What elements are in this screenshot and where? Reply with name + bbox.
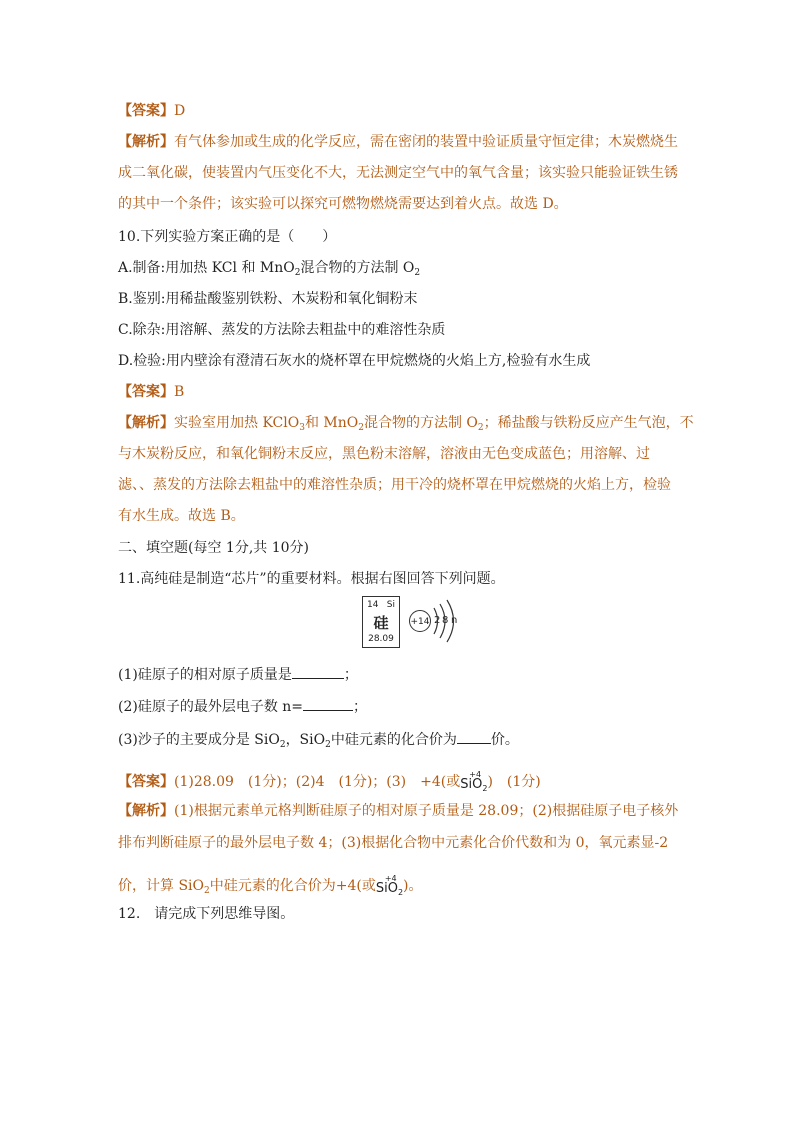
shell-electron-count-3: n — [451, 615, 458, 626]
answer-text: (1)28.09 (1分)；(2)4 (1分)；(3) +4(或 — [174, 774, 461, 790]
sub2-end: ； — [353, 699, 368, 715]
q11-analysis-line-3 — [118, 874, 423, 898]
electron-shells-icon — [362, 596, 462, 654]
answer-value: B — [174, 384, 185, 400]
sub1-text: (1)硅原子的相对原子质量是 — [118, 667, 292, 683]
q9-analysis-line-2: 成二氧化碳，使装置内气压变化不大，无法测定空气中的氧气含量；该实验只能验证铁生锈 — [118, 165, 678, 181]
q10-analysis-line-3: 滤、、蒸发的方法除去粗盐中的难溶性杂质；用干冷的烧杯罩在甲烷燃烧的火焰上方，检验 — [118, 477, 671, 493]
silicon-element-figure — [362, 596, 462, 654]
atomic-number: 14 — [367, 600, 379, 610]
q10-option-c: C.除杂:用溶解、蒸发的方法除去粗盐中的难溶性杂质 — [118, 322, 446, 338]
analysis-text: 混合物的方法制 O — [363, 415, 478, 431]
analysis-text: 有气体参加或生成的化学反应，需在密闭的装置中验证质量守恒定律；木炭燃烧生 — [174, 134, 678, 150]
sub3-end: 价。 — [490, 732, 519, 748]
q10-analysis-line-4: 有水生成。故选 B。 — [118, 508, 245, 524]
answer-value: D — [174, 103, 186, 119]
subscript: 2 — [397, 888, 404, 897]
q11-analysis-line-1 — [118, 802, 678, 820]
element-symbol: Si — [386, 600, 395, 610]
subscript: 2 — [414, 268, 421, 278]
q10-answer — [118, 383, 184, 401]
shell-electron-count-1: 2 — [434, 615, 441, 626]
subscript: 2 — [294, 268, 301, 278]
analysis-text: 和 MnO — [304, 415, 359, 431]
section-title: 二、填空题(每空 1分,共 10分) — [118, 540, 309, 556]
q9-answer — [118, 102, 185, 120]
q10-option-b: B.鉴别:用稀盐酸鉴别铁粉、木炭粉和氧化铜粉末 — [118, 291, 418, 307]
sub2-text: (2)硅原子的最外层电子数 n= — [118, 699, 304, 715]
shell-electron-count-2: 8 — [442, 615, 449, 626]
q11-sub-1 — [118, 664, 358, 684]
answer-tag: 【答案】 — [118, 774, 174, 790]
atom-nucleus: +14 — [409, 610, 431, 632]
subscript: 2 — [358, 423, 364, 433]
formula: SiO — [460, 777, 483, 792]
sub3-text: 中硅元素的化合价为 — [330, 732, 457, 748]
answer-tag: 【答案】 — [118, 384, 174, 400]
analysis-text: ；稀盐酸与铁粉反应产生气泡，不 — [483, 415, 694, 431]
option-a-text: A.制备:用加热 KCl 和 MnO — [118, 260, 295, 276]
sub3-text: (3)沙子的主要成分是 SiO — [118, 732, 280, 748]
q9-analysis-line-1 — [118, 133, 678, 151]
oxidation-formula — [460, 770, 487, 794]
q10-analysis-line-2: 与木炭粉反应，和氧化铜粉末反应，黑色粉末溶解，溶液由无色变成蓝色；用溶解、过 — [118, 446, 650, 462]
q11-analysis-line-2: 排布判断硅原子的最外层电子数 4；(3)根据化合物中元素化合价代数和为 0，氧元素显-2 — [118, 835, 669, 851]
answer-blank[interactable] — [457, 729, 491, 744]
oxidation-charge: +4 — [384, 874, 397, 883]
q10-option-d: D.检验:用内壁涂有澄清石灰水的烧杯罩在甲烷燃烧的火焰上方,检验有水生成 — [118, 353, 591, 369]
oxidation-formula — [376, 874, 403, 898]
answer-blank[interactable] — [292, 664, 344, 679]
subscript: 3 — [299, 423, 305, 433]
atomic-mass: 28.09 — [368, 634, 394, 644]
analysis-tag: 【解析】 — [118, 134, 174, 150]
q10-option-a — [118, 259, 420, 277]
analysis-tag: 【解析】 — [118, 803, 174, 819]
answer-tag: 【答案】 — [118, 103, 174, 119]
q12-stem: 12. 请完成下列思维导图。 — [118, 906, 295, 922]
q11-answer — [118, 770, 541, 794]
subscript: 2 — [204, 886, 210, 896]
analysis-tag: 【解析】 — [118, 415, 174, 431]
sub3-text: ，SiO — [285, 732, 326, 748]
q11-stem: 11.高纯硅是制造“芯片”的重要材料。根据右图回答下列问题。 — [118, 571, 505, 587]
analysis-text: )。 — [403, 878, 423, 894]
oxidation-charge: +4 — [469, 770, 482, 779]
subscript: 2 — [482, 784, 488, 793]
analysis-text: 实验室用加热 KClO — [174, 415, 300, 431]
q10-analysis-line-1 — [118, 414, 694, 432]
sub1-end: ； — [343, 667, 358, 683]
formula: SiO — [375, 881, 398, 896]
element-name: 硅 — [373, 614, 389, 632]
analysis-text: (1)根据元素单元格判断硅原子的相对原子质量是 28.09；(2)根据硅原子电子核外 — [174, 803, 679, 819]
q10-stem: 10.下列实验方案正确的是（ ） — [118, 229, 337, 245]
q11-sub-3 — [118, 729, 519, 749]
answer-blank[interactable] — [303, 696, 353, 711]
answer-text: ) (1分) — [487, 774, 541, 790]
subscript: 2 — [325, 740, 331, 750]
option-a-text-2: 混合物的方法制 O — [300, 260, 415, 276]
q11-sub-2 — [118, 696, 367, 716]
analysis-text: 价，计算 SiO — [118, 878, 204, 894]
subscript: 2 — [279, 740, 286, 750]
subscript: 2 — [477, 423, 484, 433]
q9-analysis-line-3: 的其中一个条件；该实验可以探究可燃物燃烧需要达到着火点。故选 D。 — [118, 196, 568, 212]
analysis-text: 中硅元素的化合价为+4(或 — [209, 878, 376, 894]
